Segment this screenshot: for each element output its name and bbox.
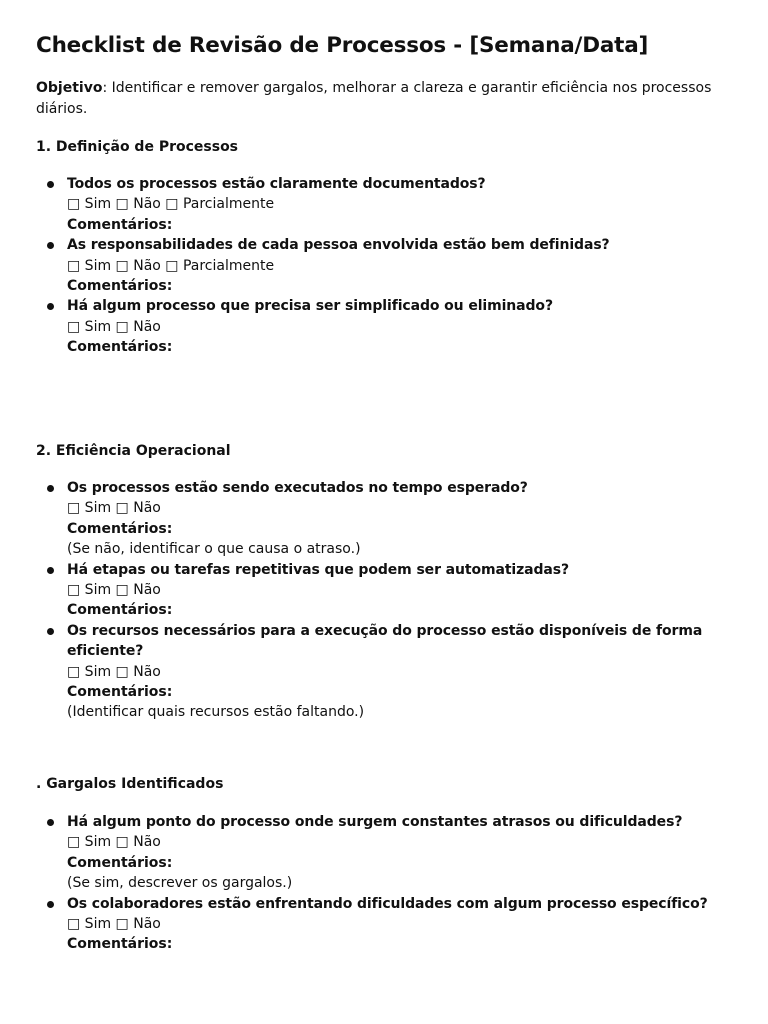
section-title-definicao: 1. Definição de Processos [36,139,239,155]
comment-note: (Se não, identificar o que causa o atraso.) [67,541,361,558]
answer-options[interactable]: □ Sim □ Não [67,318,161,335]
page-title: Checklist de Revisão de Processos - [Semana/Data] [36,33,649,58]
answer-options[interactable]: □ Sim □ Não [67,916,161,933]
answer-options[interactable]: □ Sim □ Não [67,834,161,851]
answer-options[interactable]: □ Sim □ Não [67,663,161,680]
question-text: As responsabilidades de cada pessoa envolvida estão bem definidas? [67,237,610,254]
bullet-icon [47,819,54,826]
answer-options[interactable]: □ Sim □ Não [67,500,161,517]
comment-label: Comentários: [67,216,173,233]
comment-note: (Se sim, descrever os gargalos.) [67,875,293,892]
question-text: Todos os processos estão claramente documentados? [67,176,486,192]
objective-label: Objetivo [36,80,103,96]
answer-options[interactable]: □ Sim □ Não [67,582,161,599]
list-item [36,894,736,955]
section-list-gargalos [36,812,736,955]
question-text: Os processos estão sendo executados no tempo esperado? [67,480,528,496]
objective-paragraph [36,78,736,120]
section-title-gargalos: . Gargalos Identificados [36,776,224,792]
question-text: Há algum ponto do processo onde surgem constantes atrasos ou dificuldades? [67,814,683,830]
question-text: Os recursos necessários para a execução do processo estão disponíveis de forma eficiente? [67,622,703,660]
comment-label: Comentários: [67,339,173,356]
answer-options[interactable]: □ Sim □ Não □ Parcialmente [67,196,275,213]
bullet-icon [47,485,54,492]
comment-label: Comentários: [67,936,173,953]
comment-label: Comentários: [67,684,173,701]
bullet-icon [47,303,54,310]
list-item [36,235,736,296]
objective-text: : Identificar e remover gargalos, melhorar a clareza e garantir eficiência nos processos diários. [36,80,712,117]
list-item [36,478,736,560]
answer-options[interactable]: □ Sim □ Não □ Parcialmente [67,257,275,274]
comment-note: (Identificar quais recursos estão faltando.) [67,704,365,721]
bullet-icon [47,628,54,635]
question-text: Há algum processo que precisa ser simplificado ou eliminado? [67,298,553,315]
question-text: Os colaboradores estão enfrentando dificuldades com algum processo específico? [67,895,708,912]
list-item [36,560,736,621]
section-list-eficiencia [36,478,736,723]
comment-label: Comentários: [67,854,173,871]
comment-label: Comentários: [67,278,173,295]
section-list-definicao [36,174,736,358]
list-item [36,174,736,235]
bullet-icon [47,567,54,574]
list-item [36,621,736,723]
bullet-icon [47,242,54,249]
list-item [36,812,736,894]
section-title-eficiencia: 2. Eficiência Operacional [36,443,231,459]
comment-label: Comentários: [67,520,173,537]
list-item [36,296,736,357]
bullet-icon [47,901,54,908]
question-text: Há etapas ou tarefas repetitivas que podem ser automatizadas? [67,561,570,578]
bullet-icon [47,181,54,188]
comment-label: Comentários: [67,602,173,619]
